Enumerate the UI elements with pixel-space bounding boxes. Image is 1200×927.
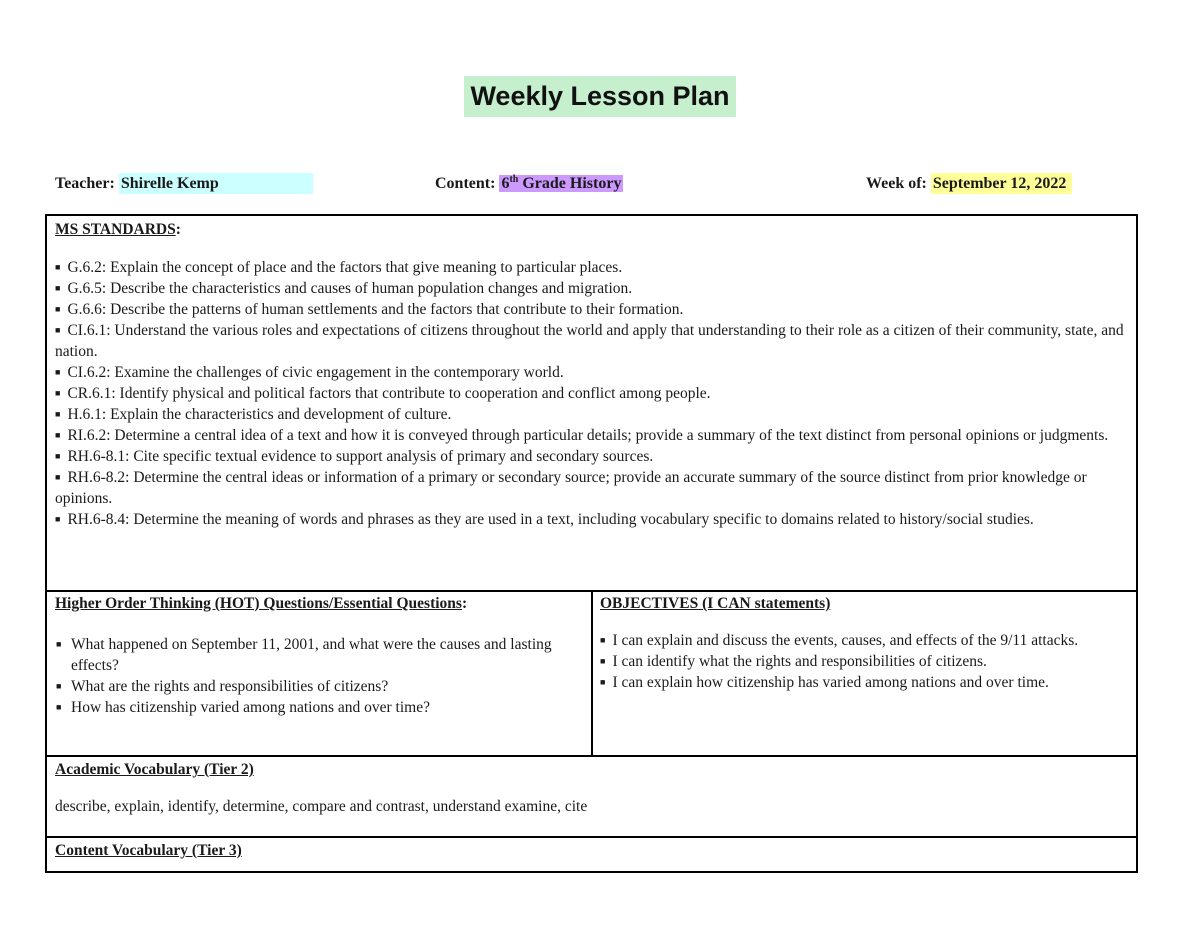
standard-item-text: CR.6.1: Identify physical and political factors that contribute to cooperation and conflict among people. — [67, 385, 711, 402]
hot-question-item — [55, 634, 585, 676]
content-vocab-section — [55, 840, 1130, 861]
standard-item — [55, 278, 1130, 299]
teacher-label: Teacher: — [55, 175, 115, 192]
standard-item — [55, 509, 1130, 530]
row-divider — [47, 836, 1136, 838]
week-field — [866, 173, 1072, 194]
lesson-plan-table — [45, 214, 1138, 873]
hot-question-item — [55, 697, 585, 718]
objectives-list — [600, 630, 1128, 693]
hot-questions-section — [55, 593, 585, 718]
page-title: Weekly Lesson Plan — [464, 76, 736, 117]
objective-item — [600, 672, 1128, 693]
hot-question-item-text: How has citizenship varied among nations and over time? — [71, 699, 430, 716]
square-bullet-icon: ■ — [55, 304, 61, 314]
hot-question-item — [55, 676, 585, 697]
standard-item-text: H.6.1: Explain the characteristics and development of culture. — [67, 406, 452, 423]
square-bullet-icon: ■ — [55, 430, 61, 440]
content-grade-suffix: th — [509, 174, 519, 185]
standard-item — [55, 425, 1130, 446]
objective-item-text: I can explain and discuss the events, causes, and effects of the 9/11 attacks. — [612, 632, 1079, 649]
academic-vocab-section — [55, 759, 1130, 817]
square-bullet-icon: ■ — [600, 677, 606, 687]
standard-item — [55, 362, 1130, 383]
square-bullet-icon: ■ — [56, 639, 62, 649]
square-bullet-icon: ■ — [55, 283, 61, 293]
standards-heading: MS STANDARDS: — [55, 221, 181, 238]
standard-item-text: RI.6.2: Determine a central idea of a text and how it is conveyed through particular details; provide a summary of the text distinct from personal opinions or judgments. — [67, 427, 1109, 444]
square-bullet-icon: ■ — [55, 367, 61, 377]
square-bullet-icon: ■ — [55, 451, 61, 461]
square-bullet-icon: ■ — [55, 472, 61, 482]
square-bullet-icon: ■ — [56, 681, 62, 691]
objective-item — [600, 651, 1128, 672]
square-bullet-icon: ■ — [56, 702, 62, 712]
academic-vocab-text: describe, explain, identify, determine, compare and contrast, understand examine, cite — [55, 798, 588, 815]
hot-question-item-text: What are the rights and responsibilities of citizens? — [71, 678, 389, 695]
objectives-section — [600, 593, 1128, 693]
week-label: Week of: — [866, 175, 927, 192]
column-divider — [591, 591, 593, 756]
content-field — [435, 173, 623, 194]
objectives-heading: OBJECTIVES (I CAN statements) — [600, 595, 831, 612]
standard-item — [55, 467, 1130, 509]
teacher-field — [55, 173, 313, 194]
square-bullet-icon: ■ — [55, 409, 61, 419]
objective-item-text: I can explain how citizenship has varied among nations and over time. — [612, 674, 1049, 691]
objective-item — [600, 630, 1128, 651]
standards-list — [55, 257, 1130, 530]
square-bullet-icon: ■ — [600, 635, 606, 645]
content-grade: 6 — [501, 175, 510, 192]
hot-questions-list — [55, 634, 585, 718]
standard-item — [55, 320, 1130, 362]
hot-questions-heading: Higher Order Thinking (HOT) Questions/Essential Questions: — [55, 595, 468, 612]
square-bullet-icon: ■ — [55, 388, 61, 398]
teacher-value: Shirelle Kemp — [119, 173, 313, 194]
standard-item-text: G.6.6: Describe the patterns of human settlements and the factors that contribute to their formation. — [67, 301, 684, 318]
standard-item-text: G.6.2: Explain the concept of place and the factors that give meaning to particular places. — [67, 259, 623, 276]
standard-item-text: RH.6-8.2: Determine the central ideas or information of a primary or secondary source; provide an accurate summary of the source distinct from prior knowledge or opinions. — [55, 469, 1087, 507]
objective-item-text: I can identify what the rights and responsibilities of citizens. — [612, 653, 987, 670]
standard-item — [55, 299, 1130, 320]
standard-item-text: G.6.5: Describe the characteristics and causes of human population changes and migration. — [67, 280, 633, 297]
square-bullet-icon: ■ — [55, 325, 61, 335]
standard-item-text: RH.6-8.1: Cite specific textual evidence to support analysis of primary and secondary sources. — [67, 448, 654, 465]
academic-vocab-heading: Academic Vocabulary (Tier 2) — [55, 761, 254, 778]
square-bullet-icon: ■ — [55, 514, 61, 524]
standard-item-text: CI.6.2: Examine the challenges of civic engagement in the contemporary world. — [67, 364, 564, 381]
content-label: Content: — [435, 175, 496, 192]
week-value: September 12, 2022 — [931, 173, 1072, 194]
content-value — [499, 175, 623, 192]
standard-item — [55, 383, 1130, 404]
standard-item-text: CI.6.1: Understand the various roles and expectations of citizens throughout the world and apply that understanding to their role as a citizen of their community, state, and nation. — [55, 322, 1124, 360]
content-vocab-heading: Content Vocabulary (Tier 3) — [55, 842, 242, 859]
standard-item — [55, 257, 1130, 278]
square-bullet-icon: ■ — [600, 656, 606, 666]
square-bullet-icon: ■ — [55, 262, 61, 272]
standard-item — [55, 446, 1130, 467]
hot-question-item-text: What happened on September 11, 2001, and what were the causes and lasting effects? — [71, 636, 552, 674]
standard-item-text: RH.6-8.4: Determine the meaning of words and phrases as they are used in a text, including vocabulary specific to domains related to history/social studies. — [67, 511, 1034, 528]
standards-section — [55, 219, 1130, 530]
content-subject: Grade History — [518, 175, 622, 192]
standard-item — [55, 404, 1130, 425]
